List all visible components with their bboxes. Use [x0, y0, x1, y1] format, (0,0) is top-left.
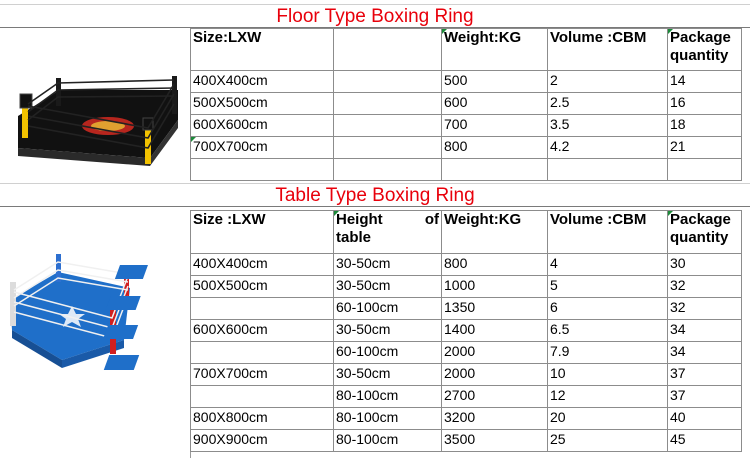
table-cell-volume: 5	[548, 276, 668, 298]
table-cell-package: 37	[668, 386, 742, 408]
table-row	[191, 320, 742, 342]
table-row	[191, 386, 742, 408]
table-header-height: Height of table	[334, 211, 442, 254]
empty-cell	[668, 159, 742, 181]
table-cell-package: 32	[668, 276, 742, 298]
table-cell-volume: 20	[548, 408, 668, 430]
table-row	[191, 71, 742, 93]
table-header-package: Package quantity	[668, 211, 742, 254]
floor-cell-size: 700X700cm	[191, 137, 334, 159]
floor-cell-weight: 700	[442, 115, 548, 137]
table-cell-package: 34	[668, 320, 742, 342]
table-cell-weight: 1400	[442, 320, 548, 342]
table-row	[191, 342, 742, 364]
floor-cell-blank	[334, 93, 442, 115]
table-header-volume: Volume :CBM	[548, 211, 668, 254]
empty-cell	[191, 159, 334, 181]
table-cell-package: 30	[668, 254, 742, 276]
table-cell-size: 700X700cm	[191, 364, 334, 386]
floor-cell-size: 400X400cm	[191, 71, 334, 93]
floor-cell-weight: 500	[442, 71, 548, 93]
floor-cell-volume: 4.2	[548, 137, 668, 159]
floor-cell-weight: 800	[442, 137, 548, 159]
table-cell-height: 80-100cm	[334, 430, 442, 452]
table-cell-volume: 7.9	[548, 342, 668, 364]
table-cell-size	[191, 298, 334, 320]
table-row	[191, 430, 742, 452]
empty-cell	[442, 159, 548, 181]
floor-header-volume: Volume :CBM	[548, 29, 668, 71]
table-cell-weight: 1350	[442, 298, 548, 320]
floor-cell-package: 18	[668, 115, 742, 137]
table-cell-height: 80-100cm	[334, 408, 442, 430]
floor-empty-row	[191, 159, 742, 181]
floor-section-title-row	[0, 4, 750, 28]
table-row	[191, 137, 742, 159]
table-header-size: Size :LXW	[191, 211, 334, 254]
table-header-weight: Weight:KG	[442, 211, 548, 254]
empty-cell	[334, 159, 442, 181]
floor-cell-blank	[334, 71, 442, 93]
table-cell-height: 30-50cm	[334, 320, 442, 342]
table-row	[191, 298, 742, 320]
table-row	[191, 115, 742, 137]
table-cell-weight: 3200	[442, 408, 548, 430]
floor-section-title: Floor Type Boxing Ring	[276, 6, 474, 27]
table-section-title-row	[0, 183, 750, 207]
table-cell-volume: 25	[548, 430, 668, 452]
table-ring-image	[0, 210, 191, 458]
table-cell-weight: 1000	[442, 276, 548, 298]
table-row	[191, 276, 742, 298]
floor-cell-size: 600X600cm	[191, 115, 334, 137]
table-cell-size: 800X800cm	[191, 408, 334, 430]
floor-ring-image	[0, 28, 191, 179]
floor-cell-blank	[334, 115, 442, 137]
table-cell-volume: 4	[548, 254, 668, 276]
floor-header-weight: Weight:KG	[442, 29, 548, 71]
table-cell-weight: 3500	[442, 430, 548, 452]
table-cell-package: 37	[668, 364, 742, 386]
floor-cell-blank	[334, 137, 442, 159]
table-cell-weight: 2000	[442, 342, 548, 364]
table-type-table	[190, 210, 742, 452]
table-row	[191, 408, 742, 430]
table-header-row	[191, 211, 742, 254]
table-cell-height: 30-50cm	[334, 254, 442, 276]
floor-header-size: Size:LXW	[191, 29, 334, 71]
floor-cell-volume: 2.5	[548, 93, 668, 115]
table-cell-height: 30-50cm	[334, 276, 442, 298]
floor-cell-volume: 3.5	[548, 115, 668, 137]
empty-cell	[548, 159, 668, 181]
floor-cell-volume: 2	[548, 71, 668, 93]
floor-cell-package: 21	[668, 137, 742, 159]
table-cell-size: 400X400cm	[191, 254, 334, 276]
table-cell-size	[191, 342, 334, 364]
table-section-title: Table Type Boxing Ring	[275, 185, 475, 206]
table-row	[191, 364, 742, 386]
table-cell-volume: 6	[548, 298, 668, 320]
table-cell-size: 600X600cm	[191, 320, 334, 342]
floor-cell-size: 500X500cm	[191, 93, 334, 115]
table-cell-weight: 2700	[442, 386, 548, 408]
table-cell-size	[191, 386, 334, 408]
table-row	[191, 93, 742, 115]
floor-type-table	[190, 28, 742, 181]
table-cell-height: 80-100cm	[334, 386, 442, 408]
table-cell-volume: 6.5	[548, 320, 668, 342]
table-cell-height: 60-100cm	[334, 298, 442, 320]
table-boxing-ring-picture	[0, 210, 190, 458]
floor-cell-package: 14	[668, 71, 742, 93]
table-cell-height: 30-50cm	[334, 364, 442, 386]
floor-cell-package: 16	[668, 93, 742, 115]
table-cell-package: 32	[668, 298, 742, 320]
floor-cell-weight: 600	[442, 93, 548, 115]
table-cell-height: 60-100cm	[334, 342, 442, 364]
table-cell-weight: 2000	[442, 364, 548, 386]
table-cell-package: 40	[668, 408, 742, 430]
floor-header-package: Package quantity	[668, 29, 742, 71]
floor-boxing-ring-picture	[0, 28, 190, 179]
floor-header-row	[191, 29, 742, 71]
table-cell-size: 500X500cm	[191, 276, 334, 298]
table-cell-package: 45	[668, 430, 742, 452]
table-cell-size: 900X900cm	[191, 430, 334, 452]
table-cell-weight: 800	[442, 254, 548, 276]
floor-header-blank	[334, 29, 442, 71]
table-cell-volume: 12	[548, 386, 668, 408]
table-row	[191, 254, 742, 276]
table-cell-package: 34	[668, 342, 742, 364]
table-cell-volume: 10	[548, 364, 668, 386]
